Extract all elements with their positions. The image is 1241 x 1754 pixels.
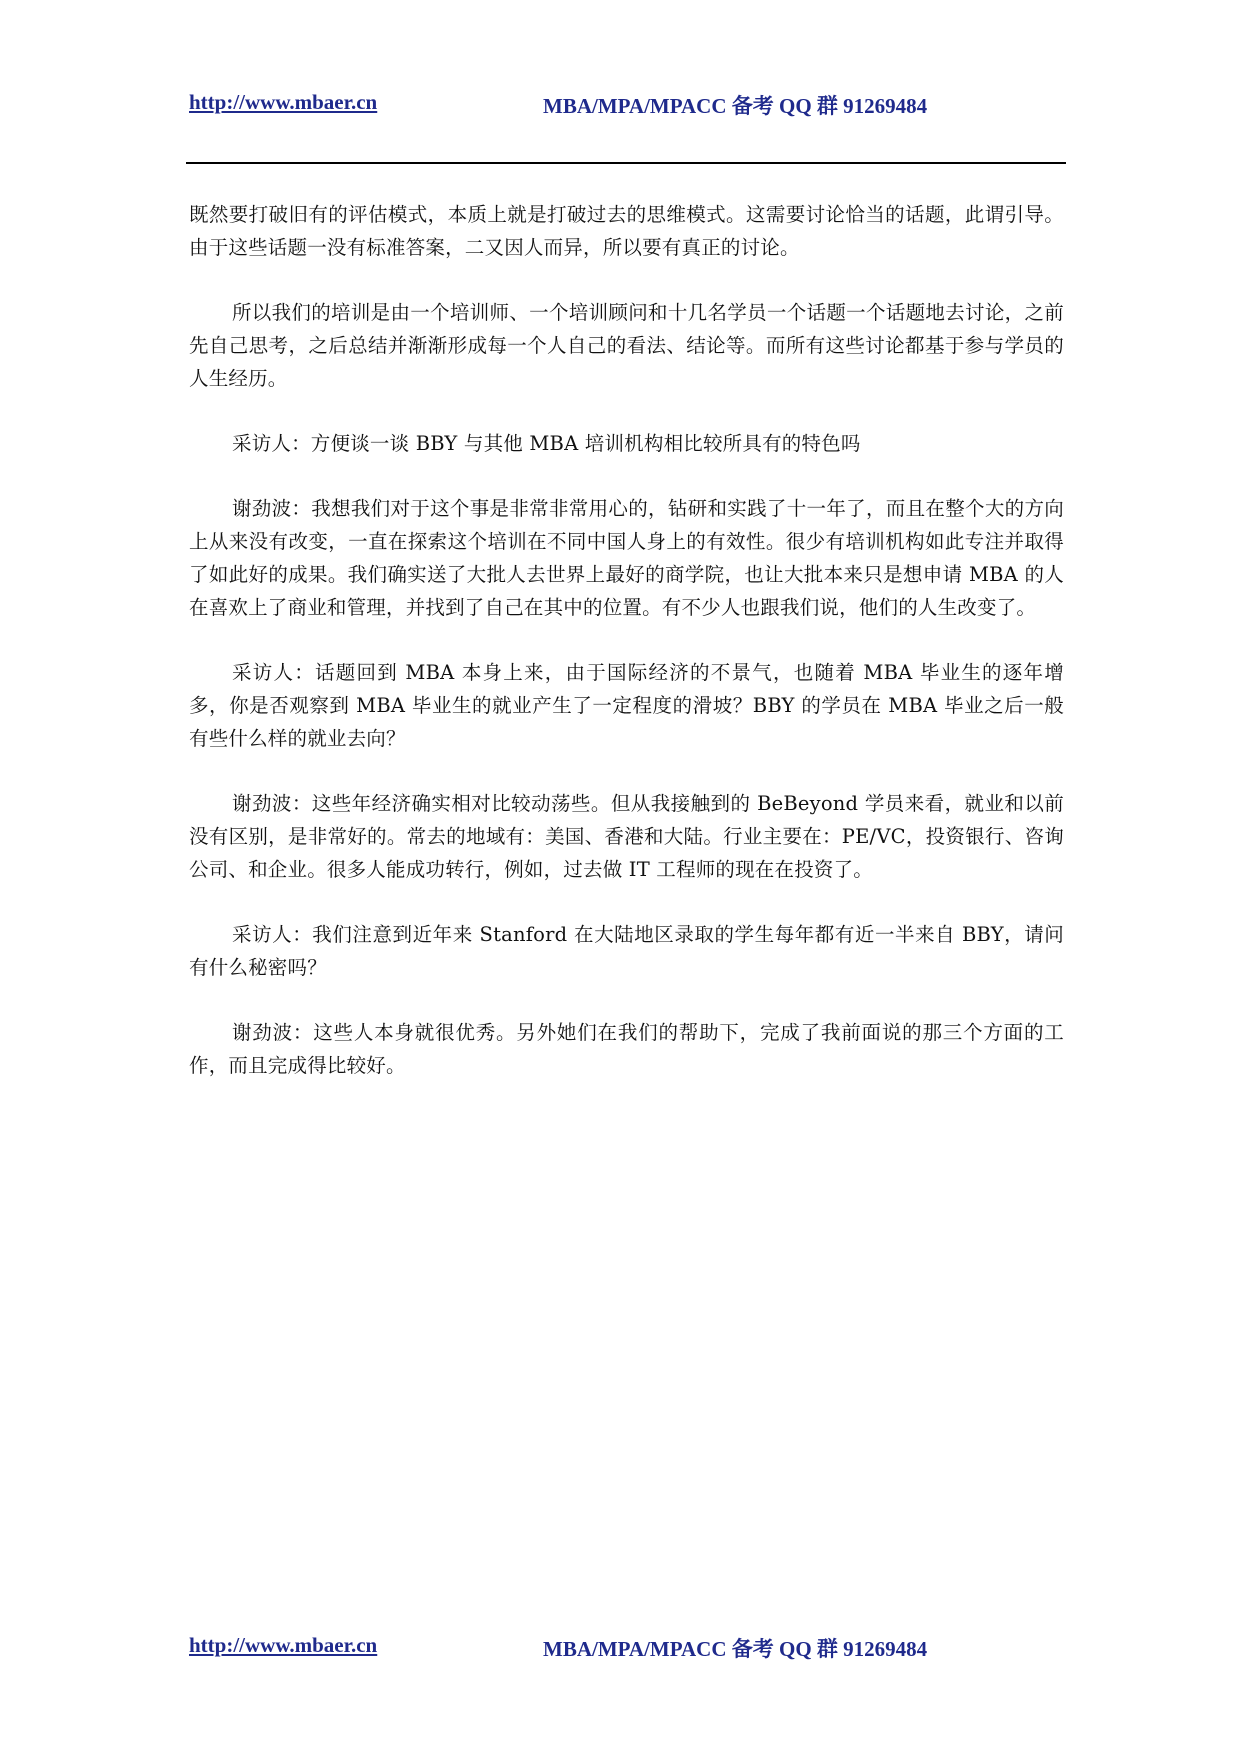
- interviewer-question-1: 采访人：方便谈一谈 BBY 与其他 MBA 培训机构相比较所具有的特色吗: [232, 432, 861, 455]
- page-header: [189, 90, 1064, 120]
- interviewee-answer-2: 谢劲波：这些年经济确实相对比较动荡些。但从我接触到的 BeBeyond 学员来看，就业和以前没有区别，是非常好的。常去的地域有：美国、香港和大陆。行业主要在：PE/VC，投资银行、咨询公司、和企业。很多人能成功转行，例如，过去做 IT 工程师的现在在投资了。: [189, 792, 1064, 881]
- interviewee-answer-1: 谢劲波：我想我们对于这个事是非常非常用心的，钻研和实践了十一年了，而且在整个大的方向上从来没有改变，一直在探索这个培训在不同中国人身上的有效性。很少有培训机构如此专注并取得了如此好的成果。我们确实送了大批人去世界上最好的商学院，也让大批本来只是想申请 MBA 的人在喜欢上了商业和管理，并找到了自己在其中的位置。有不少人也跟我们说，他们的人生改变了。: [189, 497, 1064, 619]
- header-qq-group: MBA/MPA/MPACC 备考 QQ 群 91269484: [543, 94, 928, 118]
- page-footer: [189, 1633, 1064, 1663]
- paragraph-2: 所以我们的培训是由一个培训师、一个培训顾问和十几名学员一个话题一个话题地去讨论，之前先自己思考，之后总结并渐渐形成每一个人自己的看法、结论等。而所有这些讨论都基于参与学员的人生经历。: [189, 301, 1064, 390]
- interviewer-question-2: 采访人：话题回到 MBA 本身上来，由于国际经济的不景气，也随着 MBA 毕业生的逐年增多，你是否观察到 MBA 毕业生的就业产生了一定程度的滑坡？BBY 的学员在 MBA 毕业之后一般有些什么样的就业去向？: [189, 661, 1064, 750]
- footer-site-link[interactable]: http://www.mbaer.cn: [189, 1633, 378, 1657]
- interviewee-answer-3: 谢劲波：这些人本身就很优秀。另外她们在我们的帮助下，完成了我前面说的那三个方面的工作，而且完成得比较好。: [189, 1021, 1064, 1077]
- paragraph-1: 既然要打破旧有的评估模式，本质上就是打破过去的思维模式。这需要讨论恰当的话题，此谓引导。由于这些话题一没有标准答案，二又因人而异，所以要有真正的讨论。: [189, 203, 1064, 259]
- interviewer-question-3: 采访人：我们注意到近年来 Stanford 在大陆地区录取的学生每年都有近一半来自 BBY，请问有什么秘密吗？: [189, 923, 1064, 979]
- footer-qq-group: MBA/MPA/MPACC 备考 QQ 群 91269484: [543, 1637, 928, 1661]
- header-divider: [186, 162, 1066, 164]
- document-body: [189, 198, 1064, 1114]
- header-site-link[interactable]: http://www.mbaer.cn: [189, 90, 378, 114]
